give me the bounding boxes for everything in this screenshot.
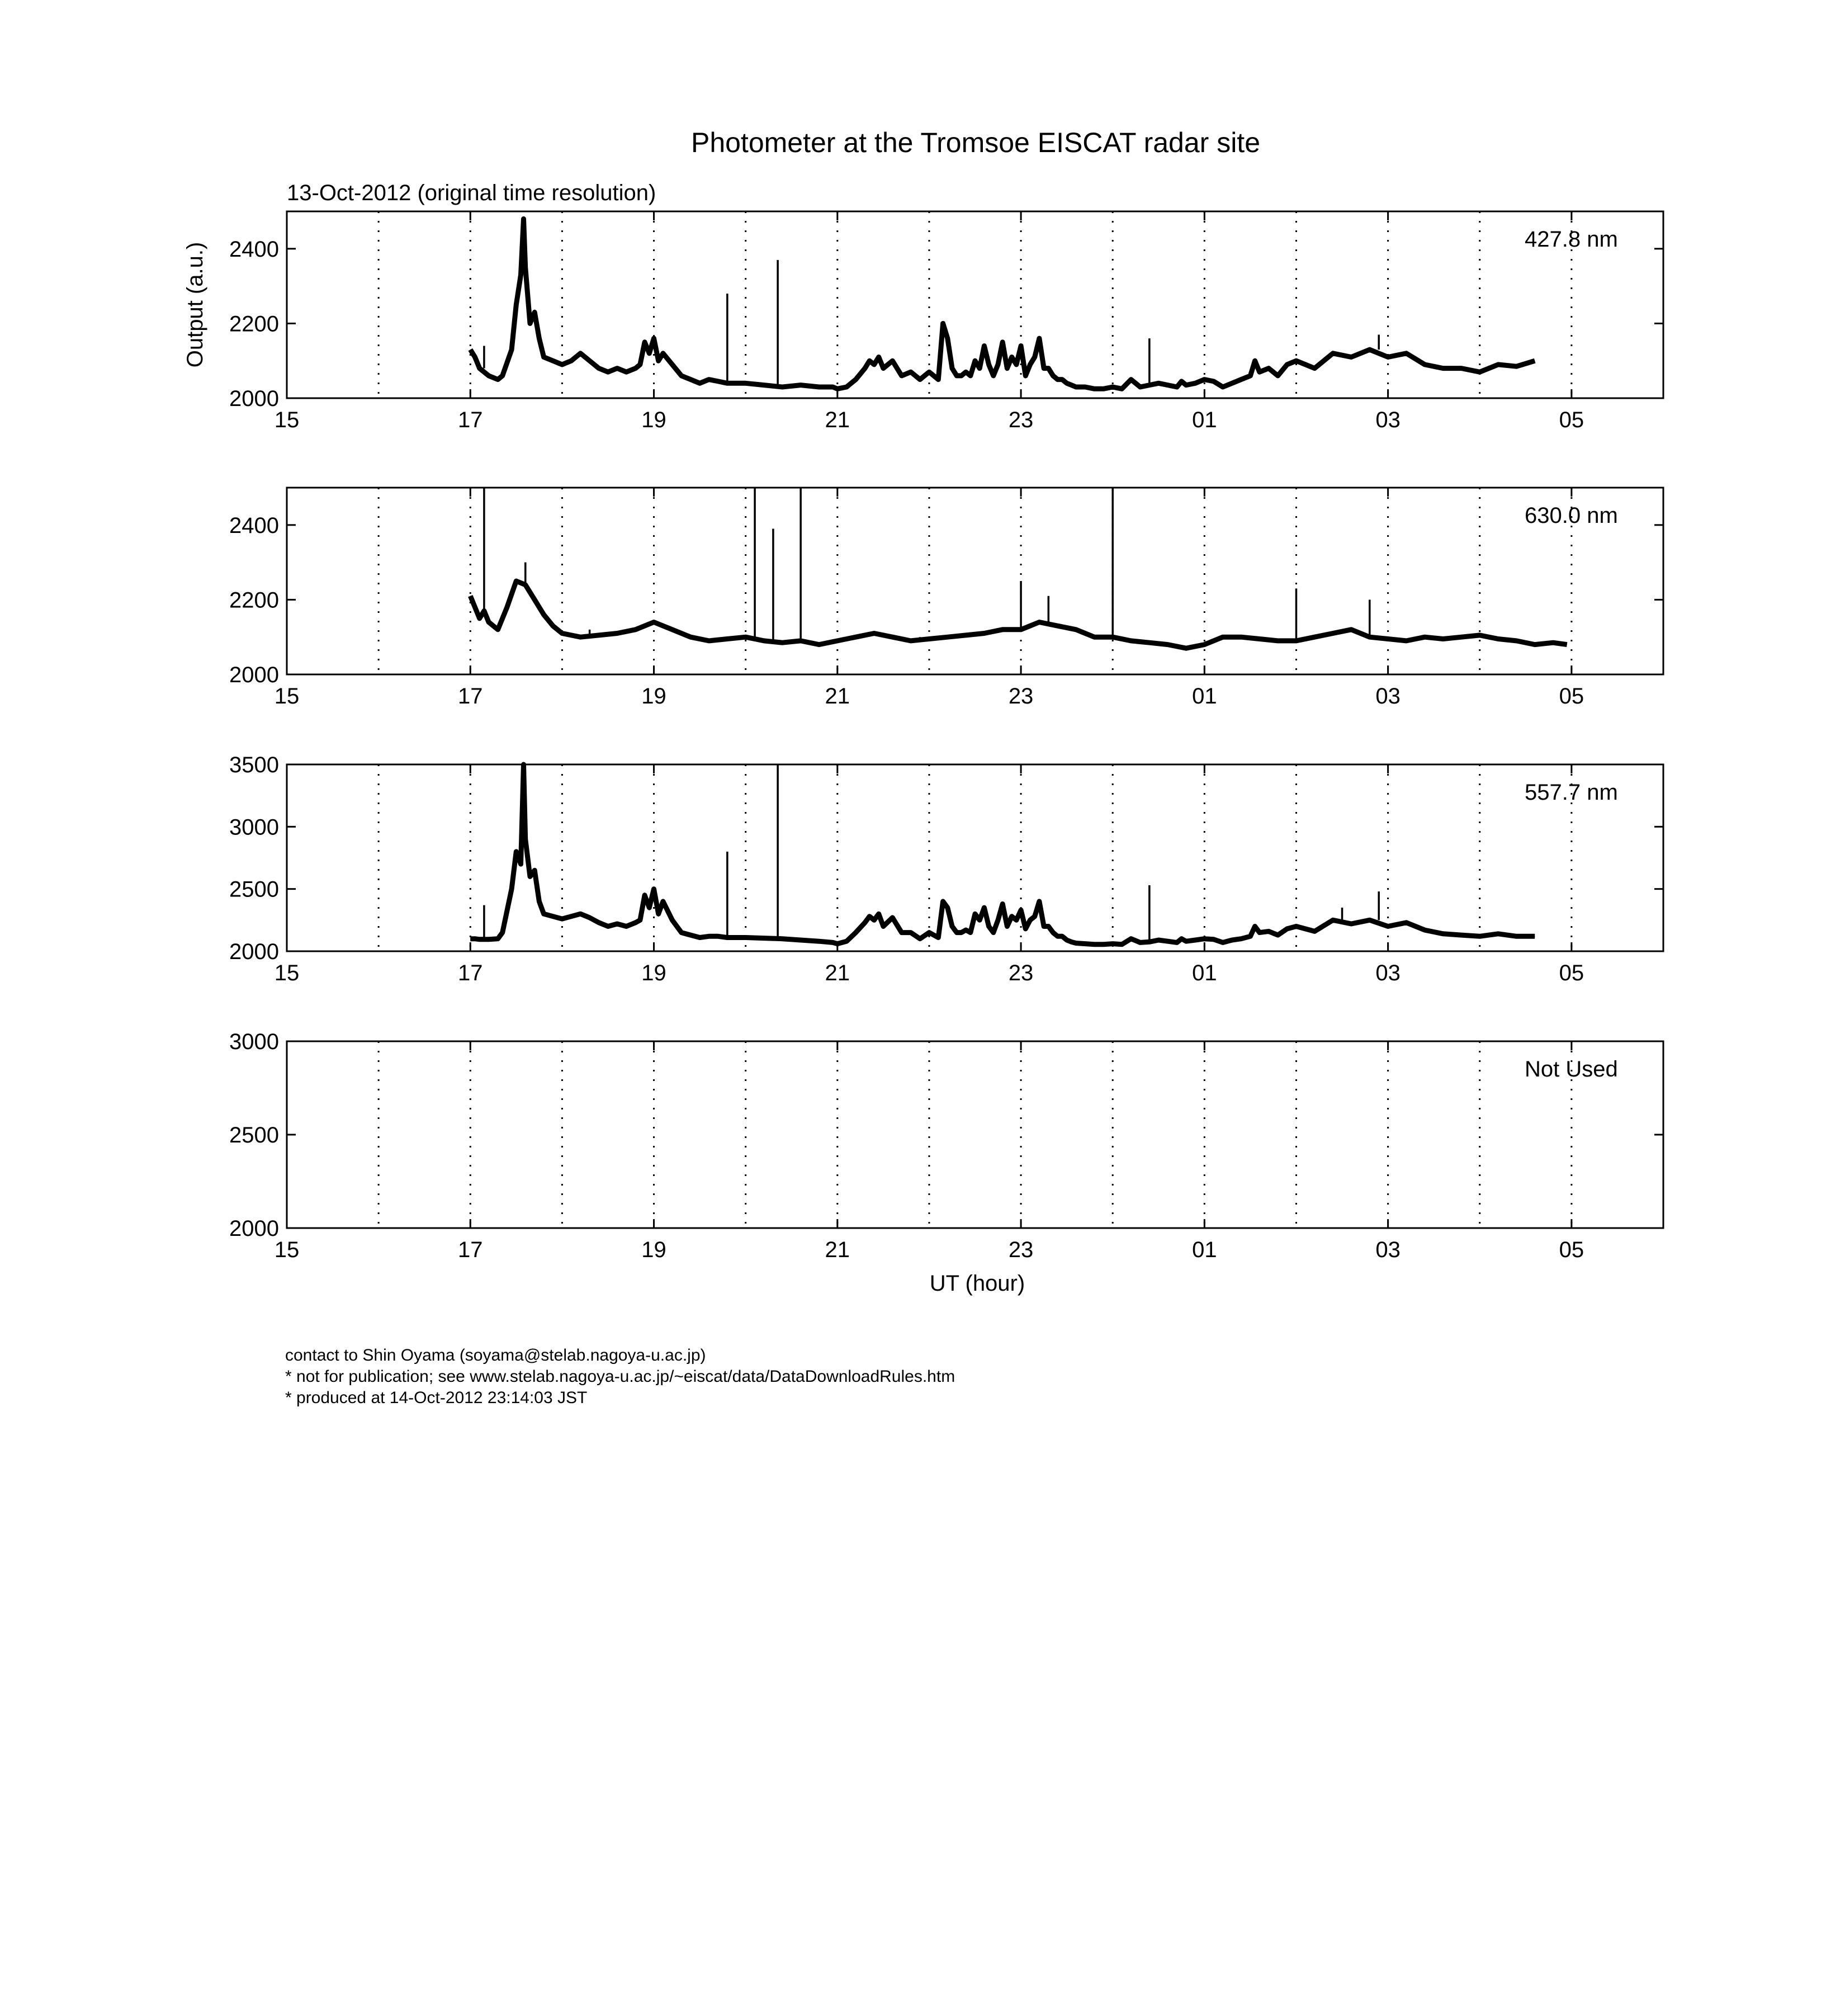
footer-contact-line: contact to Shin Oyama (soyama@stelab.nagoya-u.ac.jp) (285, 1346, 706, 1365)
panel-wavelength-label: 630.0 nm (1525, 503, 1618, 528)
x-tick-label: 17 (458, 684, 483, 709)
x-tick-label: 03 (1375, 1238, 1401, 1262)
x-tick-label: 01 (1192, 961, 1217, 985)
y-tick-label: 2000 (229, 663, 279, 687)
x-tick-label: 19 (641, 1238, 666, 1262)
y-tick-label: 2400 (229, 513, 279, 538)
panel-4 (229, 1030, 1663, 1296)
x-tick-label: 17 (458, 408, 483, 432)
footer-produced-line: * produced at 14-Oct-2012 23:14:03 JST (285, 1389, 588, 1407)
x-tick-label: 03 (1375, 684, 1401, 709)
series-line (470, 764, 1535, 945)
footer-publication-line: * not for publication; see www.stelab.nagoya-u.ac.jp/~eiscat/data/DataDownloadRules.htm (285, 1367, 955, 1386)
x-tick-label: 15 (274, 408, 300, 432)
figure-title: Photometer at the Tromsoe EISCAT radar site (690, 127, 1261, 158)
y-tick-label: 2500 (229, 1123, 279, 1148)
axes-frame (287, 488, 1663, 674)
y-tick-label: 2000 (229, 1216, 279, 1241)
panel-3 (229, 753, 1663, 985)
x-tick-label: 17 (458, 1238, 483, 1262)
x-tick-label: 23 (1008, 684, 1034, 709)
x-tick-label: 19 (641, 961, 666, 985)
x-tick-label: 21 (825, 684, 850, 709)
y-tick-label: 3000 (229, 815, 279, 840)
y-tick-label: 2200 (229, 311, 279, 337)
x-tick-label: 15 (274, 684, 300, 709)
x-tick-label: 15 (274, 961, 300, 985)
series-line (470, 219, 1535, 389)
x-tick-label: 21 (825, 1238, 850, 1262)
series-line-detail (470, 219, 1535, 389)
y-tick-label: 3000 (229, 1030, 279, 1054)
y-tick-label: 2000 (229, 386, 279, 411)
x-tick-label: 19 (641, 684, 666, 709)
x-axis-label: UT (hour) (929, 1271, 1025, 1296)
axes-frame (287, 1041, 1663, 1228)
x-tick-label: 03 (1375, 408, 1401, 432)
x-tick-label: 05 (1559, 684, 1584, 709)
y-tick-label: 3500 (229, 753, 279, 777)
figure-subtitle: 13-Oct-2012 (original time resolution) (287, 181, 656, 205)
y-axis-label: Output (a.u.) (183, 242, 207, 368)
panel-1 (183, 211, 1663, 432)
x-tick-label: 03 (1375, 961, 1401, 985)
x-tick-label: 15 (274, 1238, 300, 1262)
footer (285, 1345, 955, 1409)
panel-wavelength-label: Not Used (1525, 1057, 1618, 1082)
x-tick-label: 17 (458, 961, 483, 985)
x-tick-label: 01 (1192, 408, 1217, 432)
x-tick-label: 05 (1559, 408, 1584, 432)
x-tick-label: 05 (1559, 1238, 1584, 1262)
series-line-detail (470, 764, 1535, 945)
y-tick-label: 2400 (229, 237, 279, 262)
x-tick-label: 21 (825, 408, 850, 432)
panel-2 (229, 488, 1663, 709)
x-tick-label: 05 (1559, 961, 1584, 985)
panel-wavelength-label: 557.7 nm (1525, 780, 1618, 805)
x-tick-label: 23 (1008, 961, 1034, 985)
panel-wavelength-label: 427.8 nm (1525, 227, 1618, 252)
y-tick-label: 2200 (229, 588, 279, 613)
x-tick-label: 21 (825, 961, 850, 985)
x-tick-label: 23 (1008, 1238, 1034, 1262)
x-tick-label: 23 (1008, 408, 1034, 432)
x-tick-label: 01 (1192, 1238, 1217, 1262)
x-tick-label: 19 (641, 408, 666, 432)
y-tick-label: 2500 (229, 877, 279, 902)
x-tick-label: 01 (1192, 684, 1217, 709)
series-line (470, 581, 1567, 648)
y-tick-label: 2000 (229, 939, 279, 964)
